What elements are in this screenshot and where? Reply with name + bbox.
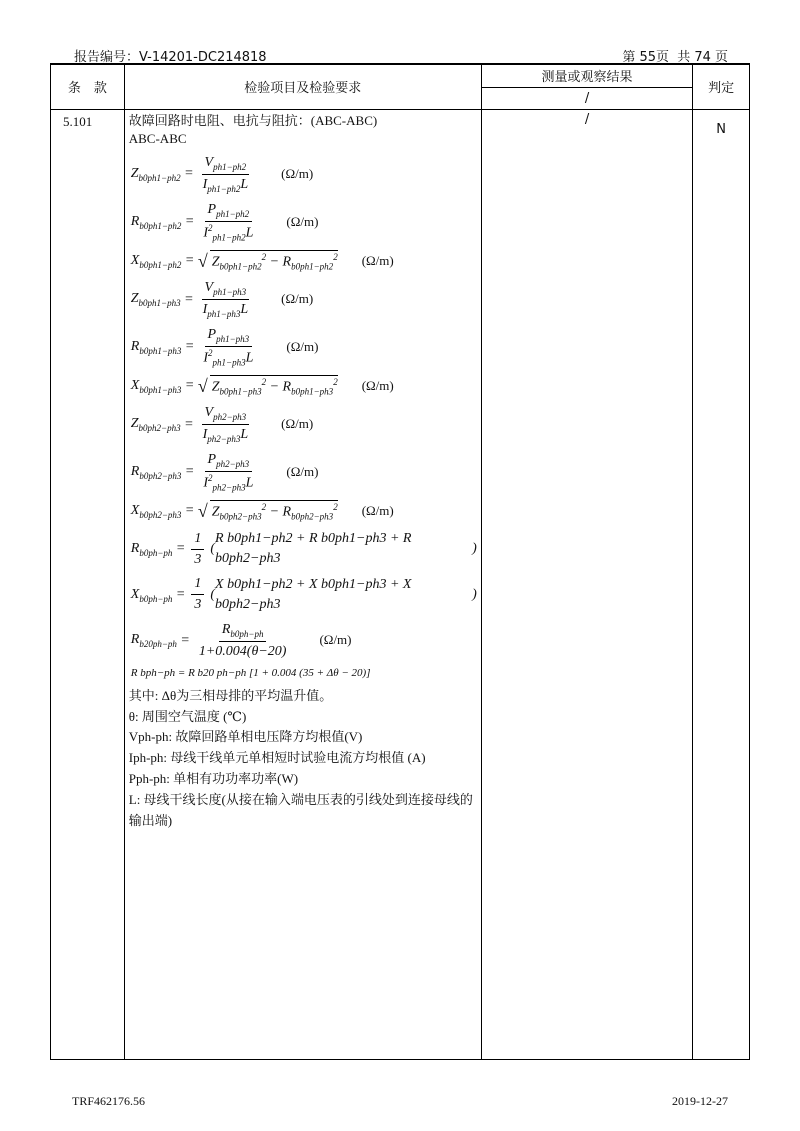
header-item: 检验项目及检验要求: [124, 64, 481, 109]
page-total: 共 74 页: [677, 50, 728, 65]
header-verdict: 判定: [693, 64, 750, 109]
formula-x-ph2-ph3: $X_{b0ph2-ph3}$ = √ $Z_{b0ph2-ph3}^2 - R_{b0ph2-ph3}^2$ (Ω/m): [130, 501, 394, 522]
header-clause: 条 款: [51, 64, 125, 109]
report-number: 报告编号：V-14201-DC214818: [74, 50, 267, 65]
note-length: L: 母线干线长度(从接在输入端电压表的引线处到连接母线的输出端): [128, 791, 473, 828]
header-result: 测量或观察结果: [481, 64, 693, 87]
result-value: /: [481, 109, 693, 1059]
header-result-sub: /: [481, 87, 693, 109]
form-number: TRF462176.56: [72, 1094, 146, 1108]
note-theta: θ: 周围空气温度 (℃): [128, 708, 247, 724]
note-current: Iph-ph: 母线干线单元单相短时试验电流方均根值 (A): [128, 750, 426, 766]
formula-z-ph1-ph2: $Z_{b0ph1-ph2}$ = $\frac{V_{ph1-ph2}}{I_{ph1-ph2}L}$ (Ω/m): [130, 155, 314, 194]
item-requirements: [124, 109, 481, 1059]
note-power: Pph-ph: 单相有功功率功率(W): [128, 771, 299, 787]
item-title: 故障回路时电阻、电抗与阻抗：(ABC-ABC): [128, 112, 378, 128]
formula-r-ph1-ph3: $R_{b0ph1-ph3}$ = $\frac{P_{ph1-ph3}}{I^2_{ph1-ph3}L}$ (Ω/m): [130, 327, 319, 368]
formula-x-ph1-ph2: $X_{b0ph1-ph2}$ = √ $Z_{b0ph1-ph2}^2 - R_{b0ph1-ph2}^2$ (Ω/m): [130, 251, 394, 272]
clause-number: 5.101: [51, 109, 125, 1059]
item-subtitle: ABC-ABC: [128, 131, 187, 147]
formula-z-ph1-ph3: $Z_{b0ph1-ph3}$ = $\frac{V_{ph1-ph3}}{I_{ph1-ph3}L}$ (Ω/m): [130, 280, 314, 319]
formula-x-ph1-ph3: $X_{b0ph1-ph3}$ = √ $Z_{b0ph1-ph3}^2 - R_{b0ph1-ph3}^2$ (Ω/m): [130, 376, 394, 397]
formula-z-ph2-ph3: $Z_{b0ph2-ph3}$ = $\frac{V_{ph2-ph3}}{I_{ph2-ph3}L}$ (Ω/m): [130, 405, 314, 445]
formula-r-average: $R_{b0ph-ph}$ = $\frac{1}{3}$ ( R b0ph1−ph2 + R b0ph1−ph3 + R b0ph2−ph3 ): [130, 530, 477, 567]
formula-r-ph1-ph2: $R_{b0ph1-ph2}$ = $\frac{P_{ph1-ph2}}{I^2_{ph1-ph2}L}$ (Ω/m): [130, 201, 319, 243]
formula-x-average: $X_{b0ph-ph}$ = $\frac{1}{3}$ ( X b0ph1−ph2 + X b0ph1−ph3 + X b0ph2−ph3 ): [130, 576, 477, 613]
formula-r20: $R_{b20ph-ph}$ = $\frac{R_{b0ph-ph}}{1+0.004(\theta-20)}$ (Ω/m): [130, 621, 352, 659]
verdict-value: N: [693, 109, 750, 1059]
note-voltage: Vph-ph: 故障回路单相电压降方均根值(V): [128, 729, 363, 745]
footer-date: 2019-12-27: [672, 1094, 728, 1108]
page-current: 第 55页: [622, 50, 670, 65]
note-delta-theta: 其中: Δθ为三相母排的平均温升值。: [128, 687, 333, 703]
formula-r-ph2-ph3: $R_{b0ph2-ph3}$ = $\frac{P_{ph2-ph3}}{I^2_{ph2-ph3}L}$ (Ω/m): [130, 452, 319, 493]
formula-rbph: R bph−ph = R b20 ph−ph [1 + 0.004 (35 + Δθ − 20)]: [130, 666, 371, 679]
inspection-table: [50, 63, 750, 1060]
